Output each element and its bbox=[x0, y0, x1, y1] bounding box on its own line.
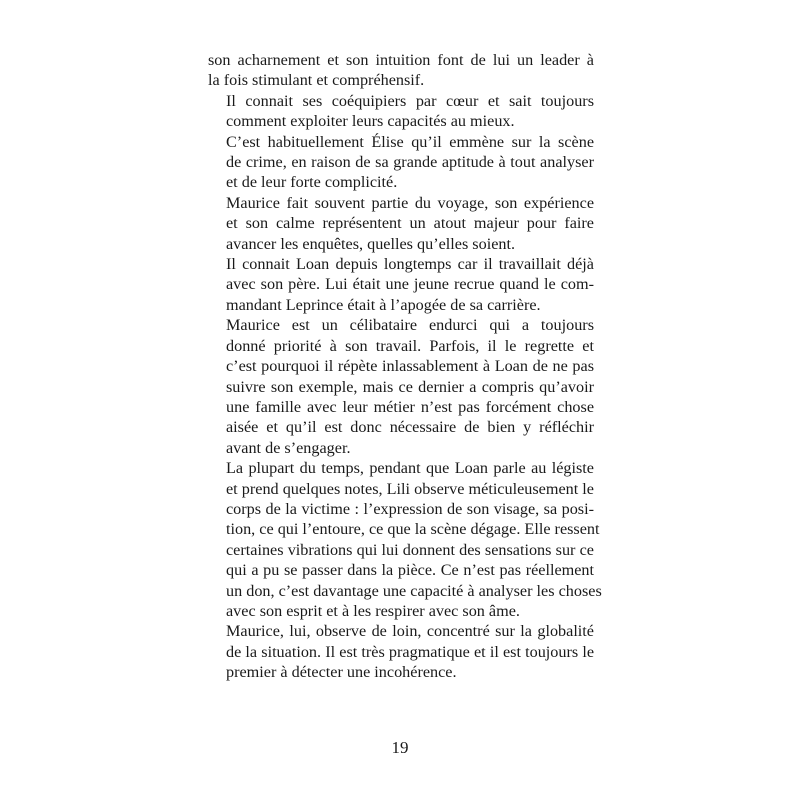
text-line: et son calme représentent un atout majeur pour faire bbox=[226, 214, 594, 233]
text-line: La plupart du temps, pendant que Loan parle au légiste bbox=[226, 459, 594, 478]
text-line: Maurice, lui, observe de loin, concentré sur la globalité bbox=[226, 622, 594, 641]
text-line: qui a pu se passer dans la pièce. Ce n’est pas réellement bbox=[226, 561, 594, 580]
text-line: corps de la victime : l’expression de son visage, sa posi- bbox=[226, 499, 594, 518]
paragraph bbox=[208, 315, 594, 458]
text-line: Maurice fait souvent partie du voyage, son expérience bbox=[226, 193, 594, 212]
text-line: et prend quelques notes, Lili observe méticuleusement le bbox=[226, 479, 594, 498]
page-number: 19 bbox=[391, 738, 409, 757]
text-line: avec son esprit et à les respirer avec son âme. bbox=[226, 601, 520, 620]
text-line: de la situation. Il est très pragmatique et il est toujours le bbox=[226, 642, 594, 661]
paragraph bbox=[208, 91, 594, 132]
text-line: mandant Leprince était à l’apogée de sa carrière. bbox=[226, 295, 541, 314]
paragraph bbox=[208, 254, 594, 315]
paragraph bbox=[208, 132, 594, 193]
paragraph bbox=[208, 193, 594, 254]
text-line: donné priorité à son travail. Parfois, il le regrette et bbox=[226, 336, 594, 355]
text-line: avec son père. Lui était une jeune recrue quand le com- bbox=[226, 275, 594, 294]
text-line: C’est habituellement Élise qu’il emmène sur la scène bbox=[226, 132, 594, 151]
paragraph bbox=[208, 50, 594, 91]
text-line: c’est pourquoi il répète inlassablement à Loan de ne pas bbox=[226, 357, 594, 376]
text-line: certaines vibrations qui lui donnent des sensations sur ce bbox=[226, 540, 594, 559]
text-line: premier à détecter une incohérence. bbox=[226, 663, 457, 682]
text-line: un don, c’est davantage une capacité à analyser les choses bbox=[226, 581, 602, 600]
text-line: Il connait Loan depuis longtemps car il travaillait déjà bbox=[226, 255, 594, 274]
text-line: aisée et qu’il est donc nécessaire de bien y réfléchir bbox=[226, 418, 594, 437]
text-line: Maurice est un célibataire endurci qui a toujours bbox=[226, 316, 594, 335]
text-line: une famille avec leur métier n’est pas forcément chose bbox=[226, 397, 594, 416]
body-text bbox=[208, 50, 602, 683]
text-line: suivre son exemple, mais ce dernier a compris qu’avoir bbox=[226, 377, 594, 396]
text-line: comment exploiter leurs capacités au mieux. bbox=[226, 112, 515, 131]
text-line: avant de s’engager. bbox=[226, 438, 351, 457]
paragraph bbox=[208, 621, 594, 682]
text-line: Il connait ses coéquipiers par cœur et sait toujours bbox=[226, 91, 594, 110]
text-line: la fois stimulant et compréhensif. bbox=[208, 71, 425, 90]
text-line: de crime, en raison de sa grande aptitude à tout analyser bbox=[226, 153, 594, 172]
text-line: et de leur forte complicité. bbox=[226, 173, 398, 192]
text-line: son acharnement et son intuition font de lui un leader à bbox=[208, 51, 594, 69]
text-line: avancer les enquêtes, quelles qu’elles soient. bbox=[226, 234, 516, 253]
text-line: tion, ce qui l’entoure, ce que la scène dégage. Elle ressent bbox=[226, 520, 600, 539]
paragraph bbox=[208, 458, 602, 621]
